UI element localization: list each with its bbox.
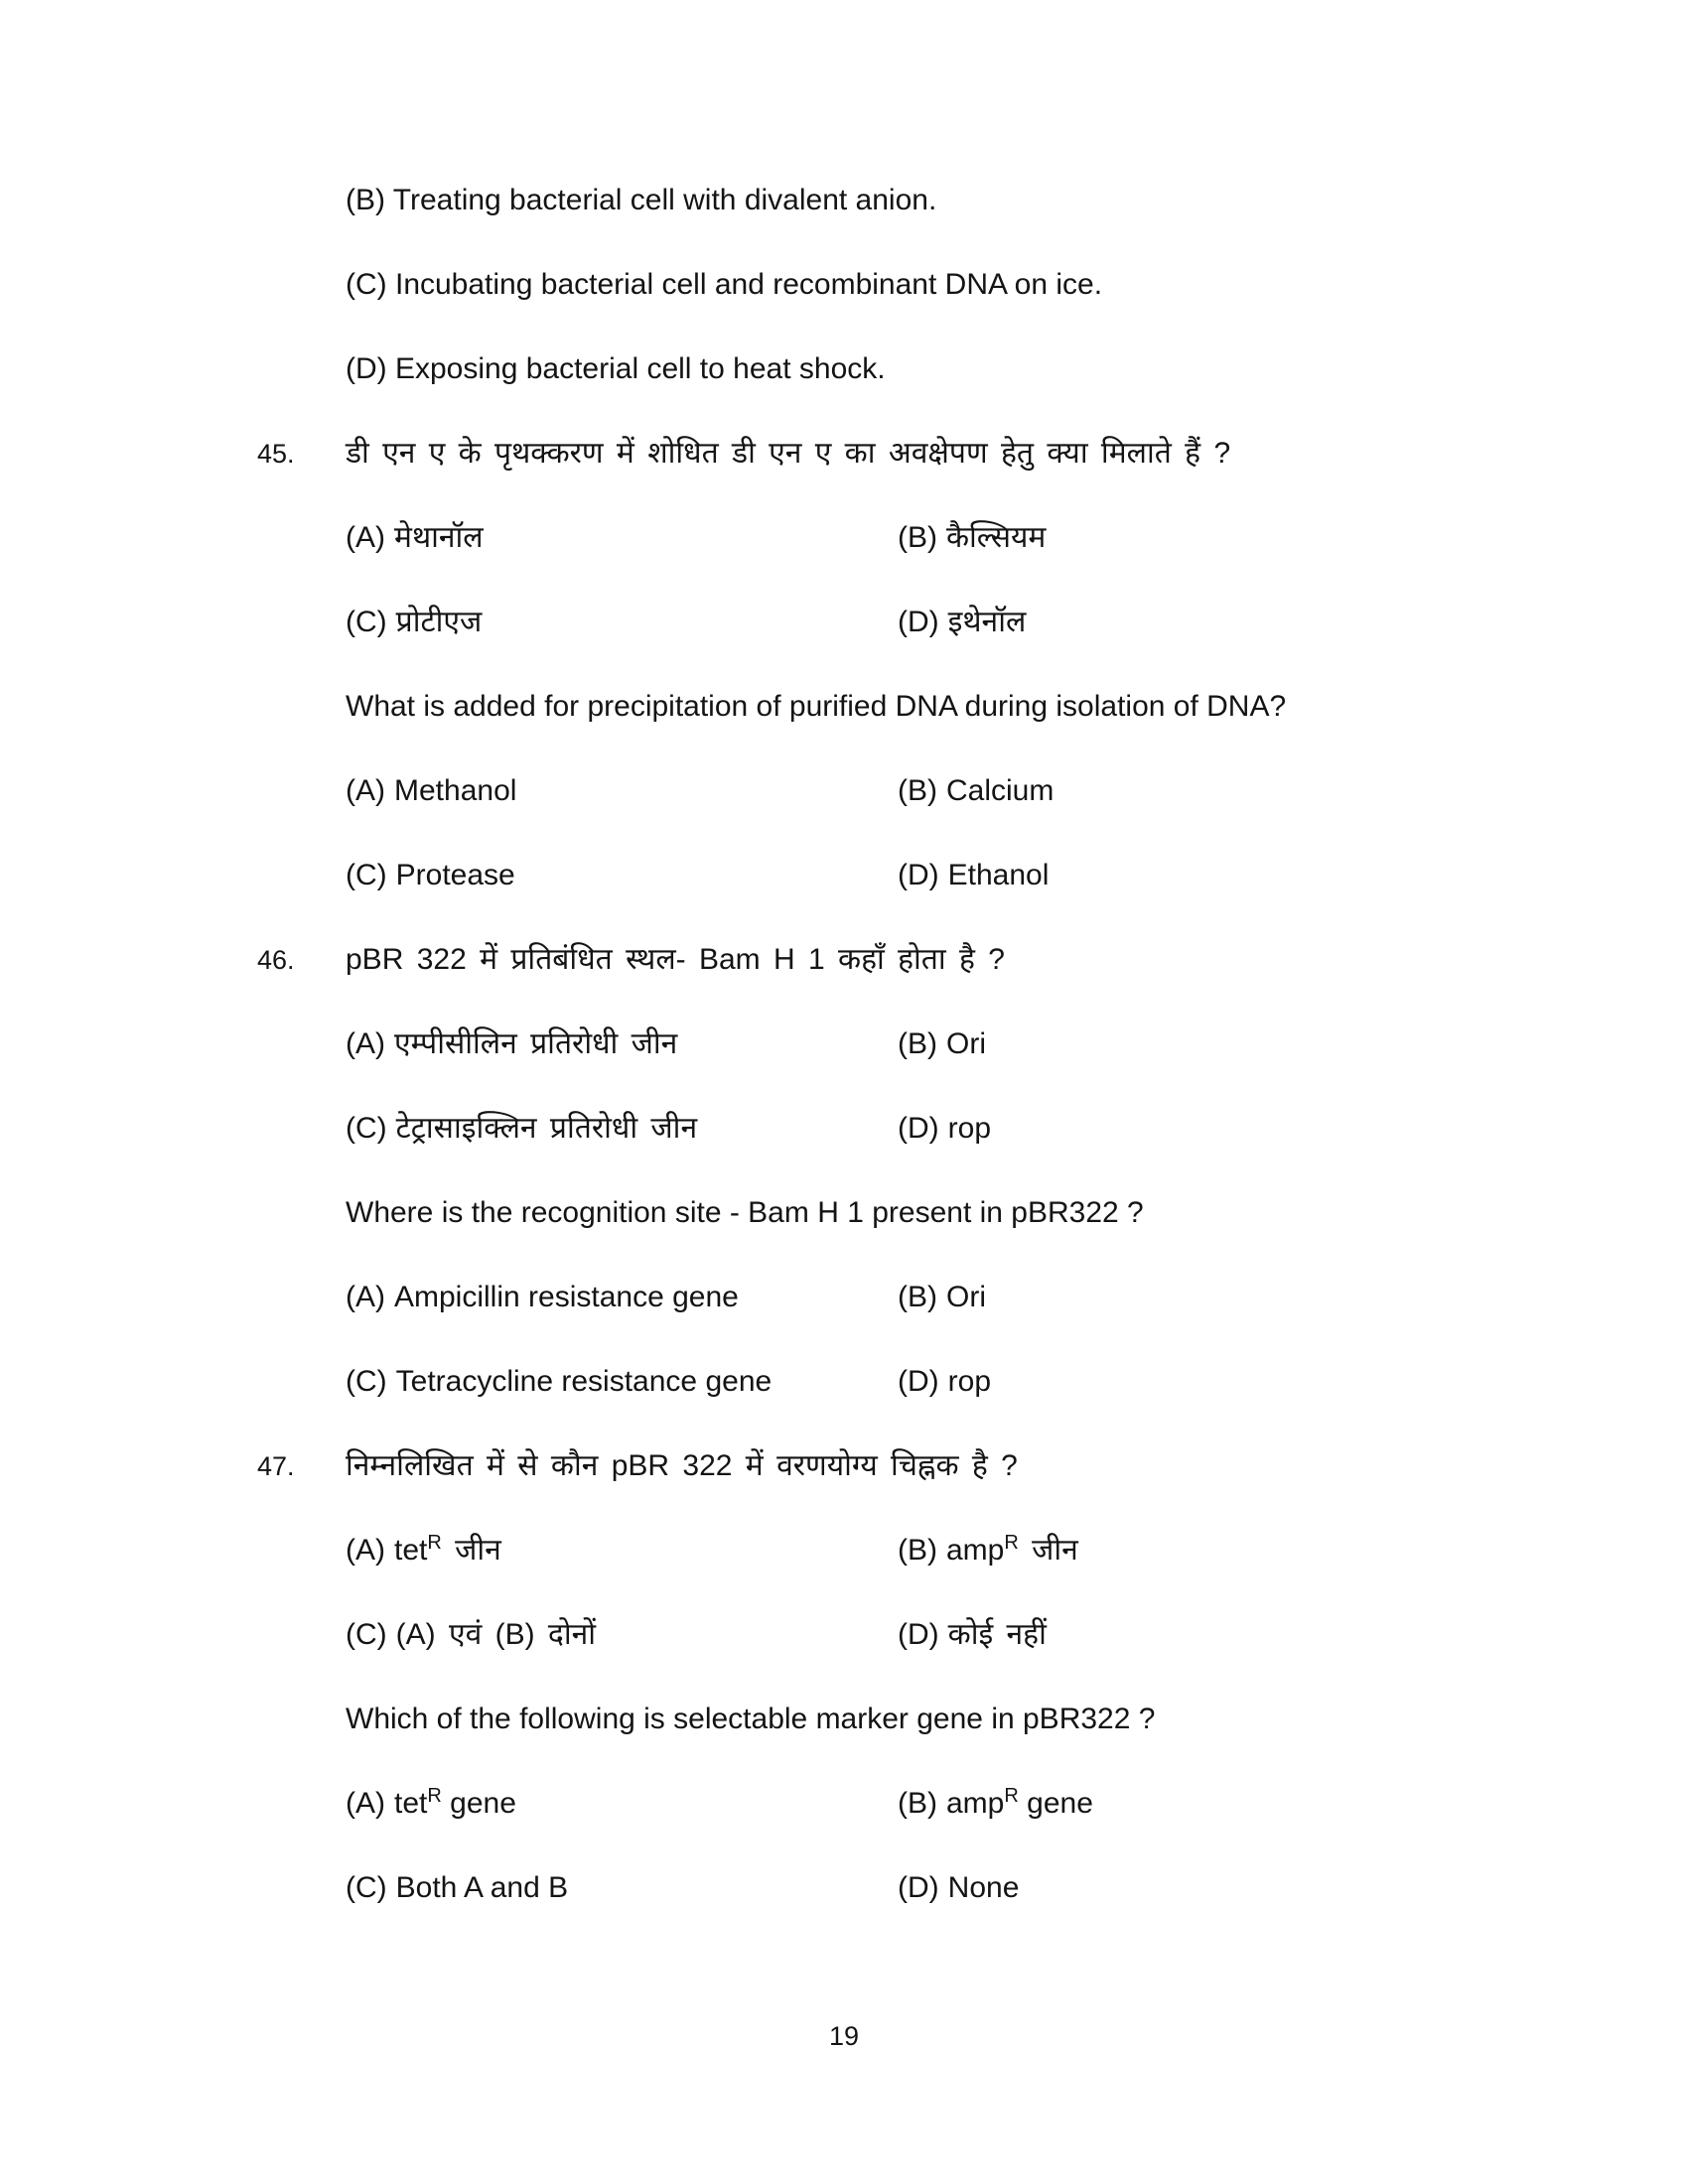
option-text: इथेनॉल: [947, 606, 1027, 638]
option-label: (B): [898, 774, 937, 807]
options-row: [257, 772, 1688, 857]
option-text: amp: [946, 1534, 1005, 1567]
option-text: Methanol: [394, 774, 517, 807]
question-45-english: [257, 688, 1688, 772]
option-label: (C): [346, 606, 387, 638]
options-row: [257, 1110, 1688, 1194]
question-text-english: What is added for precipitation of purified DNA during isolation of DNA?: [346, 690, 1287, 723]
option-text: Protease: [395, 859, 515, 891]
option-label: (A): [346, 1027, 385, 1060]
option-d: [898, 604, 1688, 688]
option-text-post: gene: [1018, 1787, 1093, 1820]
option-label: (A): [346, 521, 385, 554]
option-text: (D) Exposing bacterial cell to heat shock.: [346, 352, 886, 385]
option-line: [257, 182, 1688, 266]
question-number: 45.: [257, 439, 295, 469]
question-45-hindi: [257, 435, 1688, 519]
option-label: (D): [898, 1112, 939, 1145]
option-text: प्रोटीएज: [395, 606, 483, 638]
question-47-english: [257, 1701, 1688, 1785]
options-row: [257, 1785, 1688, 1869]
option-label: (A): [346, 1787, 385, 1820]
options-row: [257, 1616, 1688, 1701]
question-text-hindi: डी एन ए के पृथक्करण में शोधित डी एन ए का अवक्षेपण हेतु क्या मिलाते हैं ?: [346, 437, 1231, 470]
option-superscript: R: [1004, 1785, 1019, 1807]
question-number: 47.: [257, 1451, 295, 1481]
options-row: [257, 1869, 1688, 1954]
option-text: (B) Treating bacterial cell with divalent anion.: [346, 184, 937, 216]
option-text: rop: [947, 1365, 992, 1398]
option-text-post: जीन: [441, 1534, 501, 1567]
page-number: 19: [828, 2021, 860, 2051]
option-label: (C): [346, 1618, 387, 1651]
option-label: (B): [898, 1787, 937, 1820]
option-label: (B): [898, 1027, 937, 1060]
option-d: [898, 1869, 1688, 1954]
option-label: (A): [346, 1534, 385, 1567]
option-b: [898, 1785, 1688, 1869]
option-label: (A): [346, 1281, 385, 1313]
option-label: (B): [898, 1281, 937, 1313]
question-46-hindi: [257, 941, 1688, 1025]
option-b: [898, 1532, 1688, 1616]
option-d: [898, 1616, 1688, 1701]
option-label: (C): [346, 1871, 387, 1904]
option-c: [346, 1363, 898, 1447]
option-a: [346, 1279, 898, 1363]
option-c: [346, 1616, 898, 1701]
question-number: 46.: [257, 945, 295, 975]
option-b: [898, 519, 1688, 604]
option-label: (D): [898, 1365, 939, 1398]
option-text: (A) एवं (B) दोनों: [395, 1618, 597, 1651]
option-label: (D): [898, 1871, 939, 1904]
option-text: Tetracycline resistance gene: [395, 1365, 773, 1398]
option-a: [346, 772, 898, 857]
option-text-post: जीन: [1018, 1534, 1078, 1567]
options-row: [257, 1025, 1688, 1110]
option-label: (D): [898, 859, 939, 891]
options-row: [257, 857, 1688, 941]
option-label: (A): [346, 774, 385, 807]
option-label: (B): [898, 521, 937, 554]
option-label: (C): [346, 1112, 387, 1145]
option-b: [898, 1279, 1688, 1363]
question-text-hindi: pBR 322 में प्रतिबंधित स्थल- Bam H 1 कहाँ होता है ?: [346, 943, 1005, 976]
option-line: [257, 266, 1688, 350]
option-text: एम्पीसीलिन प्रतिरोधी जीन: [394, 1027, 678, 1060]
option-text: Ethanol: [947, 859, 1050, 891]
question-text-english: Which of the following is selectable marker gene in pBR322 ?: [346, 1703, 1156, 1735]
options-row: [257, 1532, 1688, 1616]
question-47-hindi: [257, 1447, 1688, 1532]
option-text: tet: [394, 1534, 428, 1567]
option-text-post: gene: [441, 1787, 516, 1820]
option-text: None: [947, 1871, 1020, 1904]
options-row: [257, 604, 1688, 688]
option-text: कोई नहीं: [947, 1618, 1047, 1651]
option-text: tet: [394, 1787, 428, 1820]
option-label: (D): [898, 1618, 939, 1651]
option-text: amp: [946, 1787, 1005, 1820]
option-text: कैल्सियम: [946, 521, 1047, 554]
option-a: [346, 1025, 898, 1110]
option-c: [346, 1110, 898, 1194]
option-text: Both A and B: [395, 1871, 569, 1904]
option-superscript: R: [1004, 1532, 1019, 1554]
option-d: [898, 1110, 1688, 1194]
options-row: [257, 1363, 1688, 1447]
option-c: [346, 1869, 898, 1954]
option-b: [898, 1025, 1688, 1110]
option-a: [346, 1532, 898, 1616]
option-text: मेथानॉल: [394, 521, 484, 554]
option-text: rop: [947, 1112, 992, 1145]
option-a: [346, 519, 898, 604]
option-label: (B): [898, 1534, 937, 1567]
question-46-english: [257, 1194, 1688, 1279]
option-text: Ampicillin resistance gene: [394, 1281, 739, 1313]
option-label: (C): [346, 859, 387, 891]
option-label: (D): [898, 606, 939, 638]
option-d: [898, 857, 1688, 941]
option-superscript: R: [427, 1785, 442, 1807]
option-a: [346, 1785, 898, 1869]
question-text-english: Where is the recognition site - Bam H 1 present in pBR322 ?: [346, 1196, 1144, 1229]
option-b: [898, 772, 1688, 857]
option-text: (C) Incubating bacterial cell and recombinant DNA on ice.: [346, 268, 1103, 301]
option-text: Ori: [946, 1027, 986, 1060]
option-c: [346, 604, 898, 688]
option-text: Ori: [946, 1281, 986, 1313]
option-text: टेट्रासाइक्लिन प्रतिरोधी जीन: [395, 1112, 698, 1145]
question-text-hindi: निम्नलिखित में से कौन pBR 322 में वरणयोग्य चिह्नक है ?: [346, 1449, 1018, 1482]
option-d: [898, 1363, 1688, 1447]
options-row: [257, 1279, 1688, 1363]
option-text: Calcium: [946, 774, 1055, 807]
options-row: [257, 519, 1688, 604]
option-superscript: R: [427, 1532, 442, 1554]
option-line: [257, 350, 1688, 435]
option-label: (C): [346, 1365, 387, 1398]
option-c: [346, 857, 898, 941]
